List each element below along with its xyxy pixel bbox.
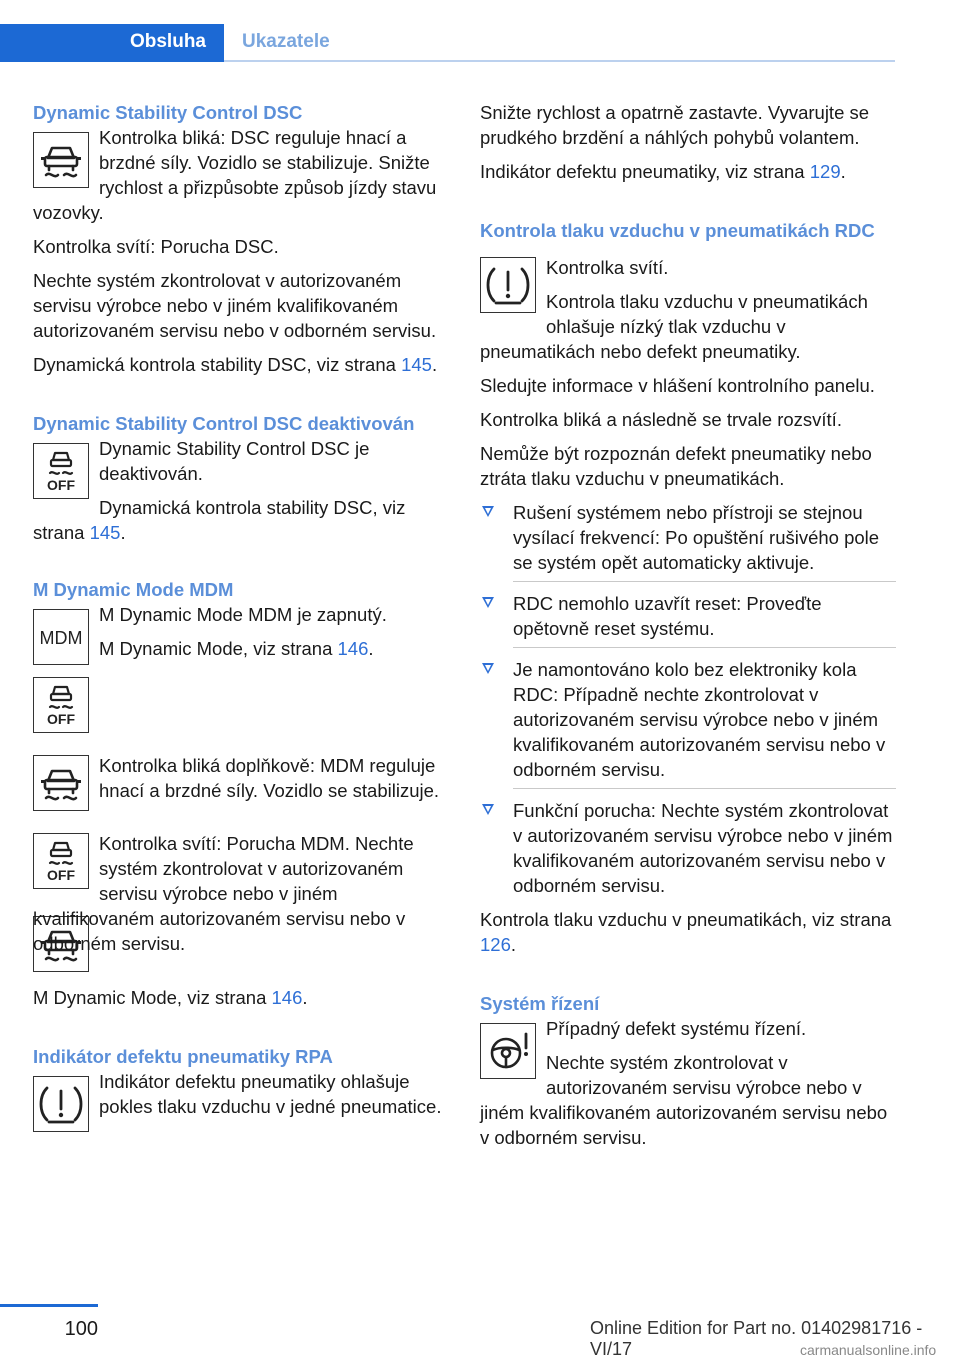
header-divider-active (0, 60, 224, 62)
steering-warning-icon (480, 1023, 536, 1079)
list-item-text: RDC nemohlo uzavřít reset: Proveďte opětovně reset systému. (513, 593, 822, 639)
mdm-ref-text: M Dynamic Mode, viz strana (99, 638, 338, 659)
watermark: carmanualsonline.info (800, 1342, 937, 1358)
dscoff-ref-text: Dynamická kontrola stability DSC, viz strana (33, 497, 406, 543)
dscoff-paragraph-2: Dynamická kontrola stability DSC, viz strana 145. (33, 497, 406, 543)
steering-paragraph-2: Nechte systém zkontrolovat v autorizovaném servisu výrobce nebo v jiném kvalifikovaném autorizovaném servisu nebo v odborném servisu. (480, 1052, 888, 1148)
dsc-heading: Dynamic Stability Control DSC (33, 102, 303, 123)
list-item-text: Rušení systémem nebo přístroji se stejnou vysílací frekvencí: Po opuštění rušivého pole se systém opět automaticky aktivuje. (513, 502, 880, 573)
mdm-paragraph-5: M Dynamic Mode, viz strana 146. (33, 987, 308, 1008)
dsc-paragraph-4: Dynamická kontrola stability DSC, viz strana 145. (33, 354, 438, 375)
list-divider (513, 788, 896, 789)
mdm-heading: M Dynamic Mode MDM (33, 579, 234, 600)
right-column (480, 100, 896, 1150)
list-item (480, 500, 896, 575)
mdm-paragraph-4: Kontrolka svítí: Porucha MDM. Nechte systém zkontrolovat v autorizovaném servisu výrobce nebo v jiném kvalifikovaném autorizovaném servisu nebo v odborném servisu. (33, 833, 414, 954)
page-link-145b[interactable]: 145 (89, 522, 121, 543)
mdm-paragraph-3: Kontrolka bliká doplňkově: MDM reguluje hnací a brzdné síly. Vozidlo se stabilizuje. (99, 755, 440, 801)
dsc-skid-car-icon (33, 132, 89, 188)
dsc-skid-car-icon (33, 755, 89, 811)
rdc-paragraph-5: Nemůže být rozpoznán defekt pneumatiky nebo ztráta tlaku vzduchu v pneumatikách. (480, 443, 872, 489)
tyre-warning-icon (480, 257, 536, 313)
bullet-triangle-icon (482, 506, 494, 517)
page-link-146b[interactable]: 146 (271, 987, 303, 1008)
mdm-paragraph-1: M Dynamic Mode MDM je zapnutý. (99, 604, 387, 625)
mdm-ref-text-2: M Dynamic Mode, viz strana (33, 987, 272, 1008)
rdc-paragraph-4: Kontrolka bliká a následně se trvale rozsvítí. (480, 409, 842, 430)
steering-paragraph-1: Případný defekt systému řízení. (546, 1018, 807, 1039)
list-divider (513, 647, 896, 648)
dsc-paragraph-1: Kontrolka bliká: DSC reguluje hnací a brzdné síly. Vozidlo se stabilizuje. Snižte rychlost a přizpůsobte způsob jízdy stavu vozovky. (33, 127, 437, 223)
page-number: 100 (64, 1318, 98, 1340)
list-item (480, 591, 896, 641)
list-item (480, 798, 896, 898)
dsc-paragraph-2: Kontrolka svítí: Porucha DSC. (33, 236, 279, 257)
list-item-text: Je namontováno kolo bez elektroniky kola RDC: Případně nechte zkontrolovat v autorizovaném servisu výrobce nebo v jiném kvalifikovaném autorizovaném servisu nebo v odborném servisu. (513, 659, 886, 780)
dsc-ref-text: Dynamická kontrola stability DSC, viz strana (33, 354, 402, 375)
bullet-triangle-icon (482, 597, 494, 608)
left-column (33, 100, 449, 1136)
list-item (480, 657, 896, 782)
bullet-triangle-icon (482, 804, 494, 815)
dscoff-paragraph-1: Dynamic Stability Control DSC je deaktivován. (99, 438, 370, 484)
page-link-145[interactable]: 145 (401, 354, 432, 375)
dsc-off-icon (33, 833, 89, 889)
svg-text:OFF: OFF (47, 711, 75, 727)
tab-obsluha[interactable]: Obsluha (0, 24, 224, 60)
dsc-off-icon (33, 443, 89, 499)
rdc-heading: Kontrola tlaku vzduchu v pneumatikách RDC (480, 220, 875, 241)
svg-text:OFF: OFF (47, 477, 75, 493)
bullet-triangle-icon (482, 663, 494, 674)
rpa-paragraph-1: Indikátor defektu pneumatiky ohlašuje pokles tlaku vzduchu v jedné pneumatice. (99, 1071, 442, 1117)
edition-text: Online Edition for Part no. 01402981716 - VI/17 (590, 1318, 923, 1359)
dscoff-heading: Dynamic Stability Control DSC deaktivován (33, 413, 415, 434)
tyre-warning-icon (33, 1076, 89, 1132)
rpa-ref-text: Indikátor defektu pneumatiky, viz strana (480, 161, 810, 182)
right-paragraph-2: Indikátor defektu pneumatiky, viz strana 129. (480, 161, 846, 182)
list-item-text: Funkční porucha: Nechte systém zkontrolovat v autorizovaném servisu výrobce nebo v jiném kvalifikovaném autorizovaném servisu nebo v odborném servisu. (513, 800, 893, 896)
rdc-paragraph-1: Kontrolka svítí. (546, 257, 669, 278)
tab-ukazatele[interactable]: Ukazatele (242, 31, 330, 52)
page-link-129[interactable]: 129 (809, 161, 841, 182)
rdc-paragraph-6: Kontrola tlaku vzduchu v pneumatikách, viz strana 126. (480, 909, 892, 955)
mdm-icon (33, 609, 89, 665)
rdc-paragraph-3: Sledujte informace v hlášení kontrolního panelu. (480, 375, 875, 396)
rpa-heading: Indikátor defektu pneumatiky RPA (33, 1046, 333, 1067)
right-paragraph-1: Snižte rychlost a opatrně zastavte. Vyvarujte se prudkého brzdění a náhlých pohybů volantem. (480, 102, 870, 148)
page-header (0, 24, 960, 64)
page-link-146[interactable]: 146 (337, 638, 369, 659)
mdm-paragraph-2: M Dynamic Mode, viz strana 146. (99, 638, 374, 659)
footer-divider (0, 1304, 98, 1307)
steering-heading: Systém řízení (480, 993, 600, 1014)
page-link-126[interactable]: 126 (480, 934, 511, 955)
mdm-icon-label: MDM (39, 628, 83, 648)
rdc-paragraph-2: Kontrola tlaku vzduchu v pneumatikách ohlašuje nízký tlak vzduchu v pneumatikách nebo defekt pneumatiky. (480, 291, 868, 362)
svg-text:OFF: OFF (47, 867, 75, 883)
rdc-ref-text: Kontrola tlaku vzduchu v pneumatikách, viz strana (480, 909, 892, 930)
dsc-paragraph-3: Nechte systém zkontrolovat v autorizovaném servisu výrobce nebo v jiném kvalifikovaném autorizovaném servisu nebo v odborném servisu. (33, 270, 437, 341)
list-divider (513, 581, 896, 582)
dsc-off-icon (33, 677, 89, 733)
